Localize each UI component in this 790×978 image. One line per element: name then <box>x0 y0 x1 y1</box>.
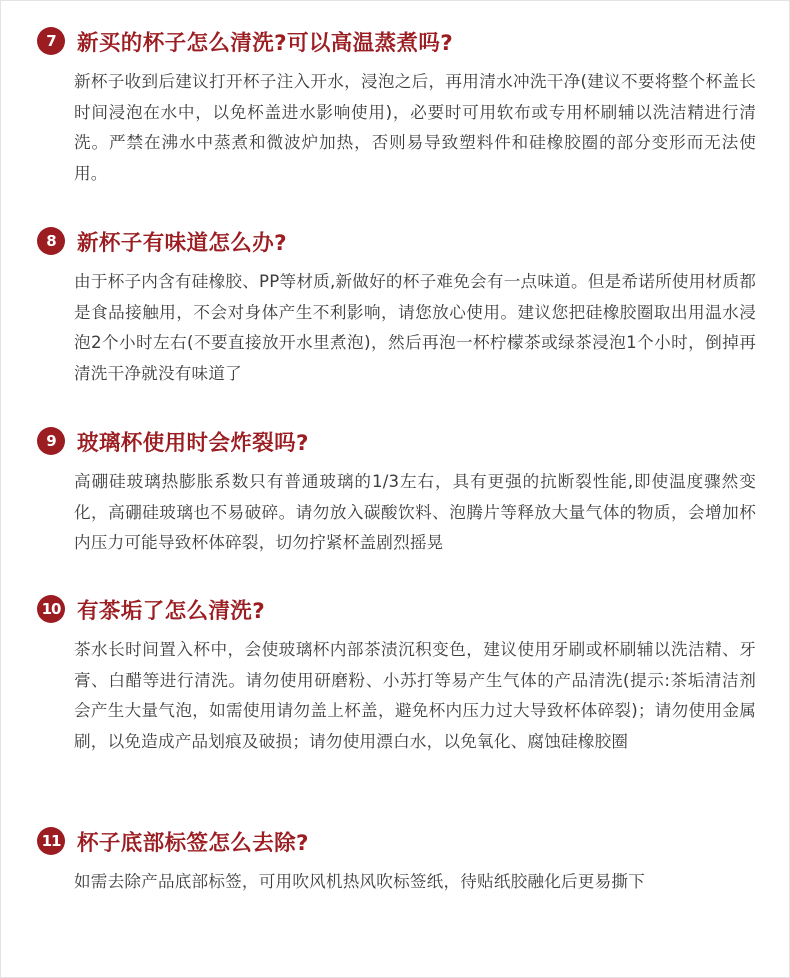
faq-answer: 新杯子收到后建议打开杯子注入开水，浸泡之后，再用清水冲洗干净(建议不要将整个杯盖长时间浸泡在水中，以免杯盖进水影响使用)，必要时可用软布或专用杯刷辅以洗洁精进行清洗。严禁在沸水中蒸煮和微波炉加热，否则易导致塑料件和硅橡胶圈的部分变形而无法使用。 <box>74 72 756 183</box>
faq-answer: 茶水长时间置入杯中，会使玻璃杯内部茶渍沉积变色，建议使用牙刷或杯刷辅以洗洁精、牙膏、白醋等进行清洗。请勿使用研磨粉、小苏打等易产生气体的产品清洗(提示:茶垢清洁剂会产生大量气泡，如需使用请勿盖上杯盖，避免杯内压力过大导致杯体碎裂)；请勿使用金属刷，以免造成产品划痕及破损；请勿使用漂白水，以免氧化、腐蚀硅橡胶圈 <box>74 640 756 751</box>
faq-item-8 <box>37 225 757 389</box>
faq-heading <box>37 425 757 457</box>
faq-item-9 <box>37 425 757 559</box>
number-badge: 8 <box>37 227 65 255</box>
faq-answer: 高硼硅玻璃热膨胀系数只有普通玻璃的1/3左右，具有更强的抗断裂性能,即使温度骤然变化，高硼硅玻璃也不易破碎。请勿放入碳酸饮料、泡腾片等释放大量气体的物质，会增加杯内压力可能导致杯体碎裂，切勿拧紧杯盖剧烈摇晃 <box>74 472 756 552</box>
faq-item-10 <box>37 593 757 757</box>
faq-heading <box>37 825 757 857</box>
faq-item-11 <box>37 825 757 898</box>
number-badge: 10 <box>37 595 65 623</box>
faq-answer: 由于杯子内含有硅橡胶、PP等材质,新做好的杯子难免会有一点味道。但是希诺所使用材质都是食品接触用，不会对身体产生不利影响，请您放心使用。建议您把硅橡胶圈取出用温水浸泡2个小时左右(不要直接放开水里煮泡)，然后再泡一杯柠檬茶或绿茶浸泡1个小时，倒掉再清洗干净就没有味道了 <box>74 272 756 383</box>
faq-question: 新买的杯子怎么清洗?可以高温蒸煮吗? <box>77 30 454 56</box>
faq-question: 有茶垢了怎么清洗? <box>77 598 266 624</box>
faq-answer: 如需去除产品底部标签，可用吹风机热风吹标签纸，待贴纸胶融化后更易撕下 <box>74 872 645 891</box>
faq-heading <box>37 225 757 257</box>
faq-item-7 <box>37 25 757 189</box>
number-badge: 11 <box>37 827 65 855</box>
number-badge: 9 <box>37 427 65 455</box>
faq-question: 新杯子有味道怎么办? <box>77 230 287 256</box>
faq-heading <box>37 25 757 57</box>
number-badge: 7 <box>37 27 65 55</box>
faq-question: 杯子底部标签怎么去除? <box>77 830 309 856</box>
faq-heading <box>37 593 757 625</box>
faq-question: 玻璃杯使用时会炸裂吗? <box>77 430 309 456</box>
